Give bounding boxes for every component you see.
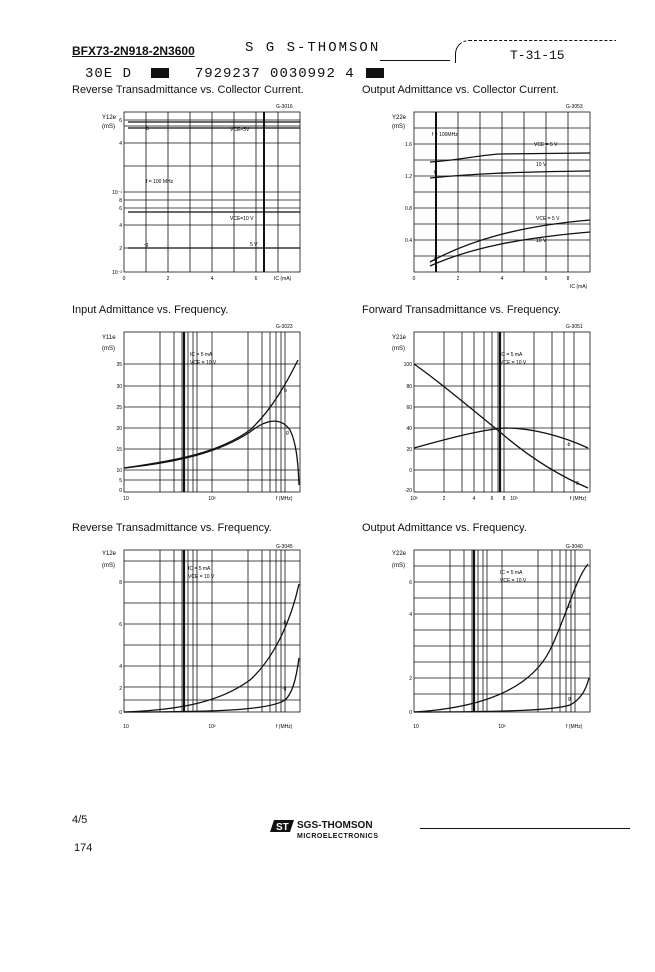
y-tick: 80 [406,384,412,390]
series-g [124,421,299,485]
chart-code: G-3023 [276,324,293,330]
page-fraction: 4/5 [72,814,88,826]
annotation-vce: VCE = 10 V [500,578,527,584]
chart-title: Reverse Transadmittance vs. Frequency. [72,522,272,534]
y-tick: 0 [119,488,122,494]
x-tick: 6 [544,276,548,282]
annotation-vce: VCE = 10 V [190,360,217,366]
series-label-g: -g [282,686,287,692]
series-b-10v [430,171,590,178]
y-tick: 10 [116,468,122,474]
y-tick: 10⁻² [112,270,122,276]
x-tick: 2 [442,496,446,502]
y-tick: 6 [119,206,122,212]
annotation-vce: 10 V [536,162,547,168]
y-tick: -20 [404,488,412,494]
chart-code: G-3051 [566,324,583,330]
y-tick: 0.8 [405,206,412,212]
series-label-g: g [434,256,437,262]
series-label-b: b [146,126,149,132]
y-axis-label: Y12e [102,115,117,121]
y-tick: 4 [119,664,122,670]
x-axis-label: f (MHz) [276,496,293,502]
logo-name: SGS-THOMSON [297,820,373,831]
y-tick: 25 [116,405,122,411]
chart-forward-transadmittance-frequency [390,320,600,515]
chart-code: G-3045 [276,544,293,550]
chart-reverse-transadmittance-frequency [100,540,310,735]
series-label-g: g [576,480,579,486]
chart-title: Output Admittance vs. Frequency. [362,522,527,534]
series-label-g: g [286,430,289,436]
y-axis-unit: (mS) [392,346,405,352]
y-tick: 0 [409,468,412,474]
annotation-frequency: f = 100MHz [432,132,458,138]
chart-input-admittance-frequency [100,320,310,515]
x-tick: 8 [566,276,570,282]
annotation-vce: VCE=10 V [230,216,254,222]
annotation-vce: VCE = 5 V [536,216,560,222]
x-axis-label: IC (mA) [570,284,588,290]
y-tick: 6 [409,580,412,586]
y-axis-label: Y11e [102,335,116,341]
x-tick: 10 [123,724,129,730]
part-numbers: BFX73-2N918-2N3600 [72,44,195,58]
chart-reverse-transadmittance-current [100,100,310,295]
chart-title: Input Admittance vs. Frequency. [72,304,229,316]
y-tick: 35 [116,362,122,368]
ref-code: T-31-15 [510,48,565,63]
y-tick: 4 [409,612,412,618]
line2-left: 30E D [85,66,133,82]
y-tick: 40 [406,426,412,432]
x-axis-label: f (MHz) [566,724,583,730]
series-b-5v [430,153,590,162]
y-tick: 4 [119,223,122,229]
x-tick: 2 [166,276,170,282]
annotation-current: IC = 5 mA [500,570,523,576]
annotation-current: IC = 5 mA [188,566,211,572]
series-b [414,564,588,712]
svg-text:ST: ST [276,822,289,833]
y-axis-label: Y22e [392,551,407,557]
series-label-g: g [568,696,571,702]
y-tick: 2 [409,676,412,682]
x-tick: 2 [456,276,460,282]
x-tick: 10 [413,724,419,730]
black-mark [151,68,169,78]
y-axis-unit: (mS) [102,346,115,352]
y-tick: 2 [119,686,122,692]
x-axis-label: f (MHz) [276,724,293,730]
y-axis-unit: (mS) [102,124,115,130]
x-tick: 6 [254,276,258,282]
annotation-current: IC = 5 mA [190,352,213,358]
x-tick: 4 [472,496,476,502]
y-axis-unit: (mS) [102,563,115,569]
header-line2 [85,66,384,82]
x-tick: 4 [500,276,504,282]
x-tick: 10³ [510,496,518,502]
y-tick: 1.2 [405,174,412,180]
series-label-b: b [434,170,437,176]
x-tick: 10 [123,496,129,502]
series-label-b: -b [566,442,571,448]
y-axis-unit: (mS) [392,563,405,569]
st-logo-icon [270,818,296,834]
y-tick: 1.6 [405,142,412,148]
chart-code: G-3040 [566,544,583,550]
x-tick: 10² [208,724,216,730]
y-tick: 60 [406,405,412,411]
series-label-b: b [284,388,287,394]
x-tick: 10² [208,496,216,502]
series-label-b: -b [282,620,287,626]
y-tick: 0.4 [405,238,412,244]
black-mark [366,68,384,78]
y-tick: 0 [409,710,412,716]
y-tick: 30 [116,384,122,390]
y-tick: 4 [119,141,122,147]
y-axis-label: Y21e [392,335,407,341]
y-axis-label: Y12e [102,551,117,557]
chart-output-admittance-frequency [390,540,600,735]
x-axis-label: IC (mA) [274,276,292,282]
x-tick: 6 [490,496,494,502]
chart-title: Forward Transadmittance vs. Frequency. [362,304,562,316]
x-tick: 10² [410,496,418,502]
y-axis-label: Y22e [392,115,407,121]
y-tick: 10⁻¹ [112,190,122,196]
y-axis-unit: (mS) [392,124,405,130]
chart-title: Output Admittance vs. Collector Current. [362,84,559,96]
annotation-vce: VCE = 10 V [188,574,215,580]
brand-code: S G S-THOMSON [245,40,381,56]
x-tick: 0 [412,276,416,282]
series-label-g: -g [144,242,149,248]
y-tick: 6 [119,622,122,628]
page-number: 174 [74,842,93,854]
chart-code: G-3053 [566,104,583,110]
y-tick: 8 [119,198,122,204]
annotation-current: IC = 5 mA [500,352,523,358]
annotation-vce: VCE = 10 V [500,360,527,366]
y-tick: 5 [119,478,122,484]
chart-code: G-3016 [276,104,293,110]
series-g [414,678,589,712]
y-tick: 8 [119,580,122,586]
annotation-vce: VCE=5V [230,127,250,133]
series-b [124,360,298,468]
x-tick: 0 [122,276,126,282]
annotation-vce: VCE = 5 V [534,142,558,148]
header-rule [380,60,450,61]
annotation-frequency: f = 100 MHz [146,179,174,185]
chart-output-admittance-current [390,100,600,295]
x-tick: 8 [502,496,506,502]
annotation-vce: 10 V [536,238,547,244]
series-label-b: b [568,604,571,610]
y-tick: 2 [119,246,122,252]
logo-subtitle: MICROELECTRONICS [297,833,379,840]
annotation-vce: 5 V [250,242,258,248]
footer-rule [420,828,630,829]
x-axis-label: f (MHz) [570,496,587,502]
y-tick: 100 [403,362,412,368]
y-tick: 15 [116,447,122,453]
x-tick: 10² [498,724,506,730]
line2-codes: 7929237 0030992 4 [194,66,355,82]
y-tick: 6 [119,118,122,124]
series-g-10v [430,232,590,266]
y-tick: 20 [406,447,412,453]
chart-title: Reverse Transadmittance vs. Collector Current. [72,84,304,96]
x-tick: 4 [210,276,214,282]
y-tick: 0 [119,710,122,716]
y-tick: 20 [116,426,122,432]
